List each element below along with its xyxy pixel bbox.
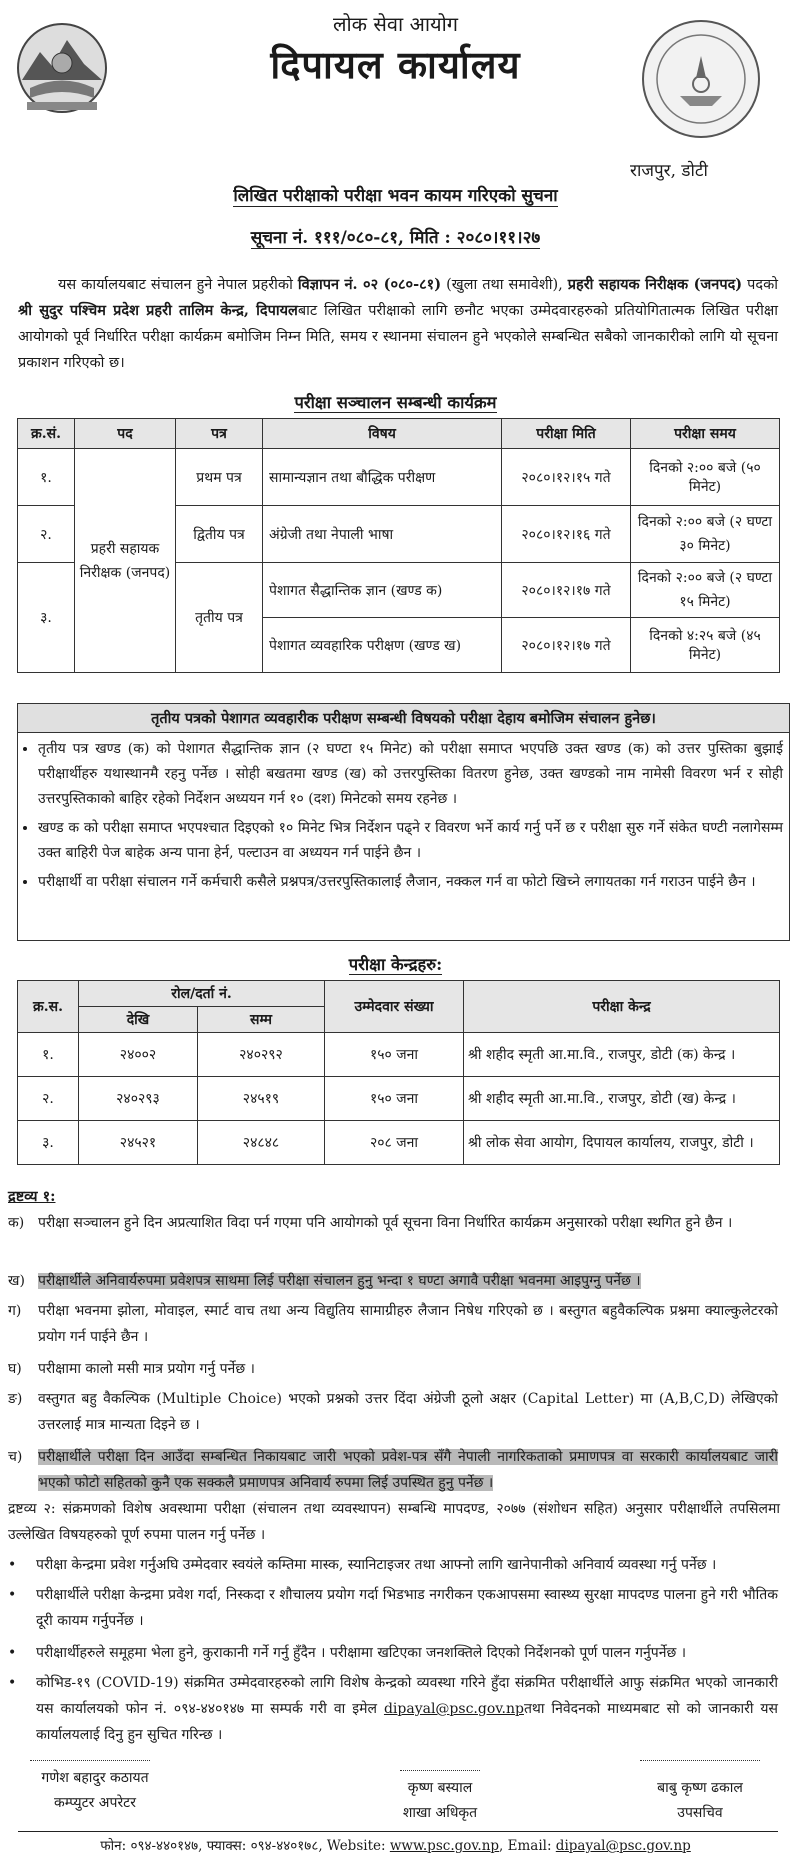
- signature-line: [400, 1770, 480, 1771]
- note-item: ग) परीक्षा भवनमा झोला, मोवाइल, स्मार्ट वाच तथा अन्य विद्युतिय सामाग्रीहरु लैजान निषेध गरिएको छ । बस्तुगत बहुवैकल्पिक प्रश्नमा क्याल्कुलेटरको प्रयोग गर्न पाईने छैन ।: [8, 1303, 778, 1345]
- office-name: दिपायल कार्यालय: [270, 42, 521, 87]
- col-time: परीक्षा समय: [631, 419, 780, 449]
- table-row: १. २४००२ २४०२९२ १५० जना श्री शहीद स्मृती आ.मा.वि., राजपुर, डोटी (क) केन्द्र ।: [18, 1033, 780, 1077]
- note-item: घ) परीक्षामा कालो मसी मात्र प्रयोग गर्नु पर्नेछ ।: [8, 1361, 255, 1377]
- notice-title: लिखित परीक्षाको परीक्षा भवन कायम गरिएको सुचना: [233, 186, 558, 206]
- email-link[interactable]: dipayal@psc.gov.np: [555, 1838, 691, 1854]
- list-item: • परीक्षार्थीहरुले समूहमा भेला हुने, कुराकानी गर्ने गर्नु हुँदैन । परीक्षामा खटिएका जनशक्तिले दिएको निर्देशनको पूर्ण पालन गर्नुपर्नेछ ।: [8, 1645, 687, 1661]
- notes2-intro: द्रष्टव्य २: संक्रमणको विशेष अवस्थामा परीक्षा (संचालन तथा व्यवस्थापन) सम्बन्धि मापदण्ड, २०७७ (संशोधन सहित) अनुसार परीक्षार्थीले तपसिलमा उल्लेखित विषयहरुको पूर्ण रुपमा पालन गर्नु पर्नेछ ।: [8, 1501, 780, 1543]
- table-row: ३. २४५२१ २४८४८ २०८ जना श्री लोक सेवा आयोग, दिपायल कार्यालय, राजपुर, डोटी ।: [18, 1121, 780, 1165]
- col-date: परीक्षा मिति: [502, 419, 631, 449]
- footer: फोन: ०९४-४४०१४७, फ्याक्स: ०९४-४४०१७८, Website: www.psc.gov.np, Email: dipayal@psc.gov.np: [100, 1838, 691, 1854]
- signature-block: कृष्ण बस्याल शाखा अधिकृत: [402, 1780, 478, 1821]
- signature-block: बाबु कृष्ण ढकाल उपसचिव: [657, 1780, 743, 1821]
- footer-divider: [18, 1831, 778, 1832]
- table-row: २. २४०२९३ २४५१९ १५० जना श्री शहीद स्मृती आ.मा.वि., राजपुर, डोटी (ख) केन्द्र ।: [18, 1077, 780, 1121]
- col-sn: क्र.सं.: [18, 419, 75, 449]
- centers-table: क्र.स. रोल/दर्ता नं. उम्मेदवार संख्या परीक्षा केन्द्र देखि सम्म १. २४००२ २४०२९२ १५० जना श्री शहीद स्मृती आ.मा.वि., राजपुर, डोटी (क) केन्द्र । २. २४०२९३ २४५१९ १५० जना श्री शहीद स्मृती आ.मा.वि., राजपुर, डोटी (ख) केन्द्र । ३. २४५२१ २४८४८ २०८ जना श्री लोक सेवा आयोग, दिपायल कार्यालय, राजपुर, डोटी ।: [17, 980, 780, 1165]
- table-row: पेशागत व्यवहारिक परीक्षण (खण्ड ख) २०८०।१२।१७ गते दिनको ४:२५ बजे (४५ मिनेट): [18, 618, 780, 673]
- table-row: ३. तृतीय पत्र पेशागत सैद्धान्तिक ज्ञान (खण्ड क) २०८०।१२।१७ गते दिनको २:०० बजे (२ घण्टा १५ मिनेट): [18, 563, 780, 618]
- post-cell: प्रहरी सहायक निरीक्षक (जनपद): [75, 449, 176, 673]
- signature-line: [640, 1760, 760, 1761]
- note-item: ख) परीक्षार्थीले अनिवार्यरुपमा प्रवेशपत्र साथमा लिई परीक्षा संचालन हुनु भन्दा १ घण्टा अगावै परीक्षा भवनमा आइपुग्नु पर्नेछ ।: [8, 1273, 641, 1289]
- col-paper: पत्र: [176, 419, 263, 449]
- table-row: २. द्वितीय पत्र अंग्रेजी तथा नेपाली भाषा २०८०।१२।१६ गते दिनको २:०० बजे (२ घण्टा ३० मिनेट): [18, 506, 780, 563]
- col-subject: विषय: [263, 419, 502, 449]
- table-row: १. प्रहरी सहायक निरीक्षक (जनपद) प्रथम पत्र सामान्यज्ञान तथा बौद्धिक परीक्षण २०८०।१२।१५ गते दिनको २:०० बजे (५० मिनेट): [18, 449, 780, 506]
- notes1-title: द्रष्टव्य १:: [8, 1188, 56, 1205]
- signature-block: गणेश बहादुर कठायत कम्प्युटर अपरेटर: [41, 1770, 149, 1811]
- org-name: लोक सेवा आयोग: [332, 12, 459, 36]
- note-item: ङ) वस्तुगत बहु वैकल्पिक (Multiple Choice) भएको प्रश्नको उत्तर दिंदा अंग्रेजी ठूलो अक्षर (Capital Letter) मा (A,B,C,D) लेखिएको उत्तरलाई मात्र मान्यता दिइने छ ।: [8, 1391, 778, 1433]
- notice-number: सूचना नं. १११/०८०-८१, मिति : २०८०।११।२७: [250, 228, 541, 248]
- third-paper-notice-box: [17, 703, 790, 941]
- schedule-table: [17, 418, 780, 673]
- note-item: क) परीक्षा सञ्चालन हुने दिन अप्रत्याशित विदा पर्न गएमा पनि आयोगको पूर्व सूचना विना निर्धारित कार्यक्रम अनुसारको परीक्षा स्थगित हुने छैन ।: [8, 1215, 733, 1231]
- list-item: • परीक्षा केन्द्रमा प्रवेश गर्नुअघि उम्मेदवार स्वयंले कम्तिमा मास्क, स्यानिटाइजर तथा आफ्नो लागि खानेपानीको अनिवार्य व्यवस्था गर्नु पर्नेछ ।: [8, 1557, 717, 1573]
- list-item: • खण्ड क को परीक्षा समाप्त भएपश्चात दिइएको १० मिनेट भित्र निर्देशन पढ्ने र विवरण भर्ने कार्य गर्नु पर्ने छ र परीक्षा सुरु गर्ने संकेत घण्टी नलागेसम्म उक्त बाहिरी पेज बाहेक अन्य पाना हेर्न, पल्टाउन वा अध्ययन गर्न पाईने छैन ।: [38, 816, 783, 866]
- list-item: • कोभिड-१९ (COVID-19) संक्रमित उम्मेदवारहरुको लागि विशेष केन्द्रको व्यवस्था गरिने हुँदा संक्रमित परीक्षार्थीले आफु संक्रमित भएको जानकारी यस कार्यालयको फोन नं. ०९४-४४०१४७ मा सम्पर्क गरी वा इमेल dipayal@psc.gov.npतथा निवेदनको माध्यमबाट सो को जानकारी यस कार्यालयलाई दिनु हुन सुचित गरिन्छ ।: [8, 1675, 779, 1743]
- signature-line: [30, 1760, 150, 1761]
- website-link[interactable]: www.psc.gov.np: [389, 1838, 500, 1854]
- office-place: राजपुर, डोटी: [630, 161, 708, 181]
- notice-paragraph: यस कार्यालयबाट संचालन हुने नेपाल प्रहरीको विज्ञापन नं. ०२ (०८०-८१) (खुला तथा समावेशी), प्रहरी सहायक निरीक्षक (जनपद) पदको श्री सुदुर पश्चिम प्रदेश प्रहरी तालिम केन्द्र, दिपायलबाट लिखित परीक्षाको लागि छनौट भएका उम्मेदवारहरुको प्रतियोगितात्मक लिखित परीक्षा आयोगको पूर्व निर्धारित परीक्षा कार्यक्रम बमोजिम निम्न मिति, समय र स्थानमा संचालन हुने भएकोले सम्बन्धित सबैको जानकारीको लागि यो सूचना प्रकाशन गरिएको छ।: [18, 276, 779, 371]
- email-link[interactable]: dipayal@psc.gov.np: [383, 1701, 524, 1717]
- third-paper-notice-title: तृतीय पत्रको पेशागत व्यवहारीक परीक्षण सम्बन्धी विषयको परीक्षा देहाय बमोजिम संचालन हुनेछ।: [18, 704, 789, 733]
- col-post: पद: [75, 419, 176, 449]
- centers-title: परीक्षा केन्द्रहरु:: [348, 955, 443, 974]
- list-item: • परीक्षार्थी वा परीक्षा संचालन गर्ने कर्मचारी कसैले प्रश्नपत्र/उत्तरपुस्तिकालाई लैजान, नक्कल गर्न वा फोटो खिच्ने लगायतका गर्न गराउन पाईने छैन ।: [38, 870, 783, 895]
- note-item: च) परीक्षार्थीले परीक्षा दिन आउँदा सम्बन्धित निकायबाट जारी भएको प्रवेश-पत्र सँगै नेपाली नागरिकताको प्रमाणपत्र वा सरकारी कार्यालयबाट जारी भएको फोटो सहितको कुनै एक सक्कलै प्रमाणपत्र अनिवार्य रुपमा लिई उपस्थित हुनु पर्नेछ ।: [8, 1449, 778, 1491]
- list-item: • तृतीय पत्र खण्ड (क) को पेशागत सैद्धान्तिक ज्ञान (२ घण्टा १५ मिनेट) को परीक्षा समाप्त भएपछि उक्त खण्ड (क) को उत्तर पुस्तिका बुझाई परीक्षार्थीहरु यथास्थानमै रहनु पर्नेछ । सोही बखतमा खण्ड (ख) को उत्तरपुस्तिका वितरण हुनेछ, उक्त खण्डको नाम नामेसी विवरण भर्न र सोही उत्तरपुस्तिकाको बाहिर रहेको निर्देशन अध्ययन गर्न १० (दश) मिनेटको समय रहनेछ ।: [38, 737, 783, 812]
- schedule-title: परीक्षा सञ्चालन सम्बन्धी कार्यक्रम: [294, 393, 497, 412]
- list-item: • परीक्षार्थीले परीक्षा केन्द्रमा प्रवेश गर्दा, निस्कदा र शौचालय प्रयोग गर्दा भिडभाड नगरीकन एकआपसमा स्वास्थ्य सुरक्षा मापदण्ड पालना हुने गरी भौतिक दूरी कायम गर्नुपर्नेछ ।: [8, 1587, 778, 1629]
